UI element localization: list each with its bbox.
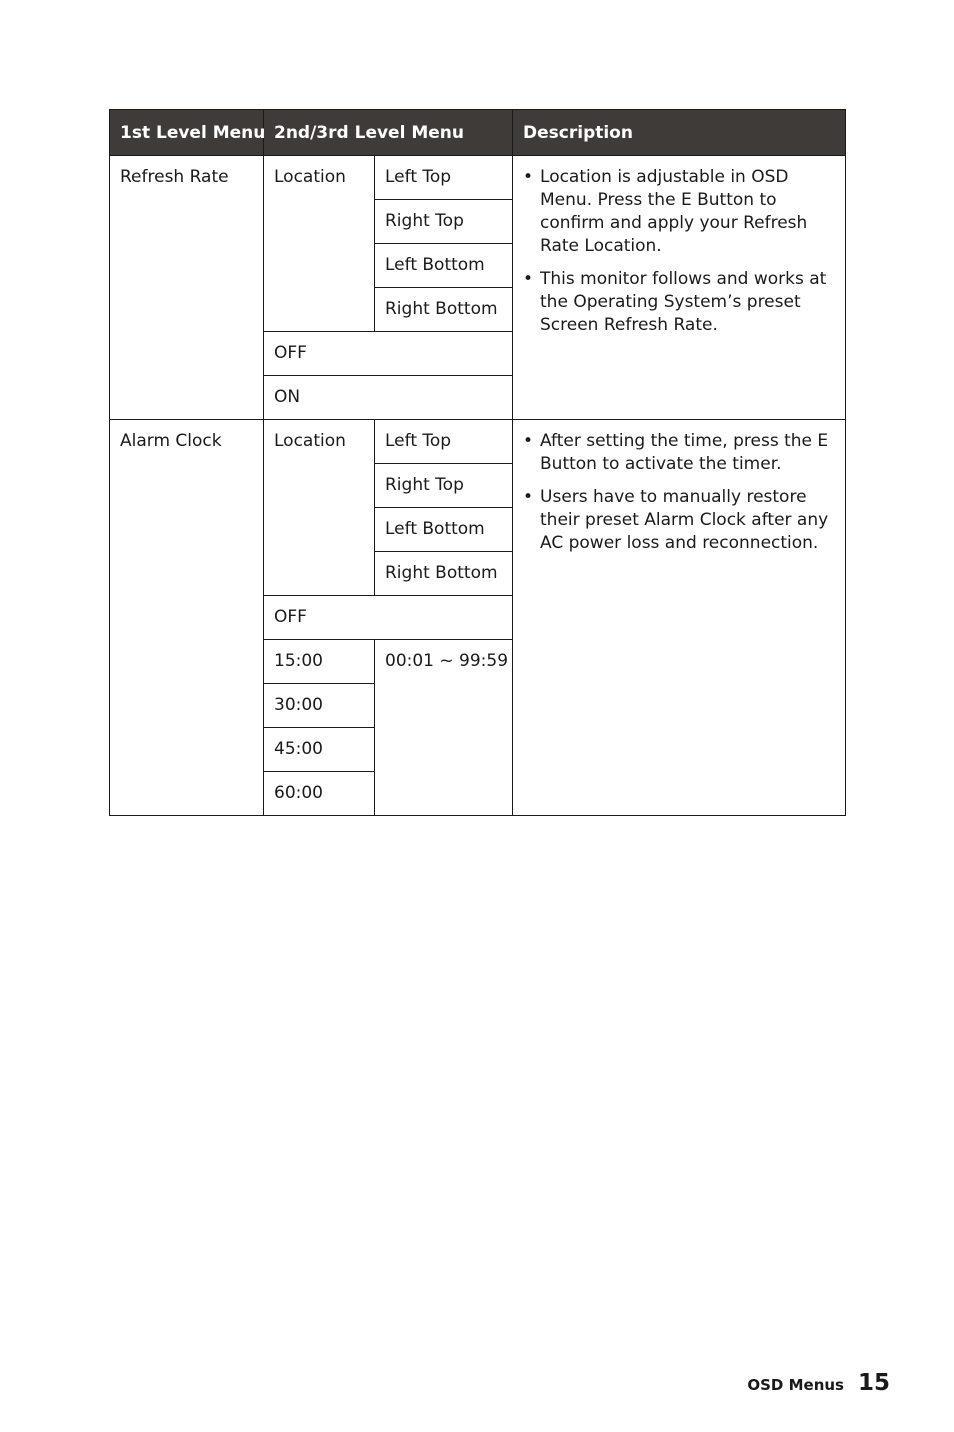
alarm-clock-right-bottom: Right Bottom: [375, 552, 513, 596]
refresh-rate-right-bottom: Right Bottom: [375, 288, 513, 332]
alarm-clock-range: 00:01 ~ 99:59: [375, 640, 513, 816]
refresh-rate-right-top: Right Top: [375, 200, 513, 244]
alarm-clock-off: OFF: [264, 596, 513, 640]
refresh-rate-left-bottom: Left Bottom: [375, 244, 513, 288]
alarm-clock-left-bottom: Left Bottom: [375, 508, 513, 552]
table-row: [110, 420, 846, 464]
osd-menu-table: [109, 109, 846, 816]
list-item: • Users have to manually restore their preset Alarm Clock after any AC power loss and reconnection.: [523, 487, 829, 553]
refresh-rate-off: OFF: [264, 332, 513, 376]
list-item: • Location is adjustable in OSD Menu. Press the E Button to confirm and apply your Refresh Rate Location.: [523, 167, 808, 256]
alarm-clock-left-top: Left Top: [375, 420, 513, 464]
page-footer: [747, 1370, 890, 1396]
footer-section-title: OSD Menus: [747, 1376, 844, 1394]
header-1st-level: 1st Level Menu: [110, 110, 264, 156]
alarm-clock-description: [513, 420, 846, 816]
menu-alarm-clock: Alarm Clock: [110, 420, 264, 816]
page-number: 15: [857, 1370, 890, 1396]
alarm-clock-time-30: 30:00: [264, 684, 375, 728]
alarm-clock-time-45: 45:00: [264, 728, 375, 772]
refresh-rate-location: Location: [264, 156, 375, 332]
alarm-clock-time-15: 15:00: [264, 640, 375, 684]
menu-refresh-rate: Refresh Rate: [110, 156, 264, 420]
header-2nd-3rd-level: 2nd/3rd Level Menu: [264, 110, 513, 156]
alarm-clock-right-top: Right Top: [375, 464, 513, 508]
refresh-rate-on: ON: [264, 376, 513, 420]
alarm-clock-time-60: 60:00: [264, 772, 375, 816]
list-item: • After setting the time, press the E Button to activate the timer.: [523, 431, 829, 474]
header-description: Description: [513, 110, 846, 156]
refresh-rate-left-top: Left Top: [375, 156, 513, 200]
table-row: [110, 156, 846, 200]
table-header-row: [110, 110, 846, 156]
alarm-clock-location: Location: [264, 420, 375, 596]
refresh-rate-description: [513, 156, 846, 420]
list-item: • This monitor follows and works at the Operating System’s preset Screen Refresh Rate.: [523, 269, 827, 335]
